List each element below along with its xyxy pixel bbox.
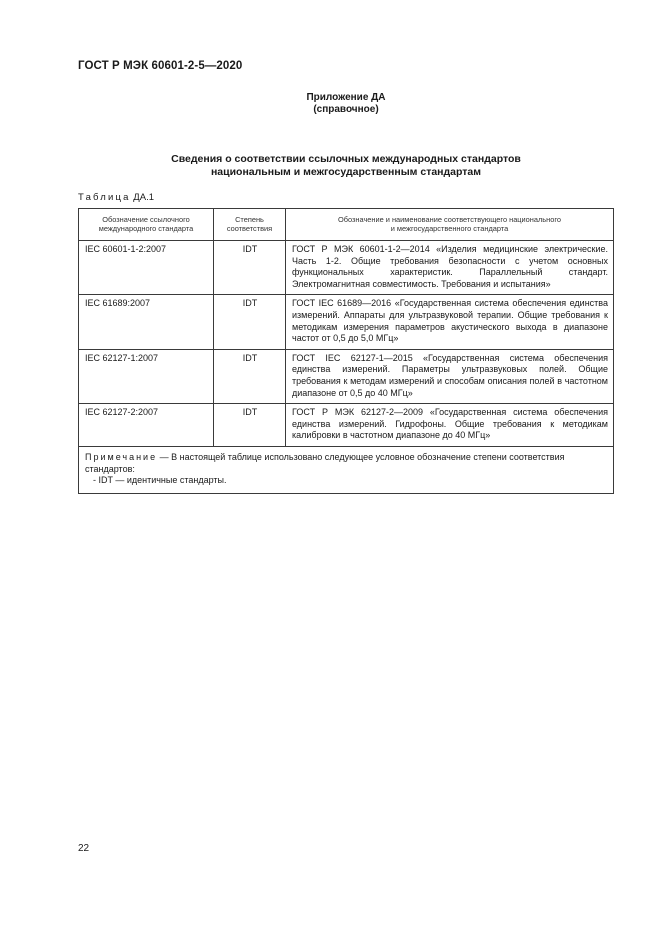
header-col2-line1: Степень: [235, 214, 264, 224]
cell-national-standard: ГОСТ IEC 61689—2016 «Государственная система обеспечения единства измерений. Аппараты для ультразвуковой терапии. Общие требования к методикам измерения параметров акустического выхода в диапазоне частот от 0,5 до 5,0 МГц»: [286, 295, 614, 349]
table-header-row: [79, 209, 614, 241]
note-item: - IDT — идентичные стандарты.: [93, 475, 227, 486]
header-national-standard: [286, 209, 614, 241]
header-degree: [214, 209, 286, 241]
cell-degree: IDT: [214, 295, 286, 349]
table-row: [79, 404, 614, 447]
note-label: Примечание: [85, 451, 158, 462]
note-text: — В настоящей таблице использовано следующее условное обозначение степени соответствия стандартов:: [85, 451, 565, 474]
header-col3-line1: Обозначение и наименование соответствующего национального: [338, 214, 561, 224]
header-col1-line2: международного стандарта: [98, 224, 194, 233]
cell-national-standard: ГОСТ IEC 62127-1—2015 «Государственная система обеспечения единства измерений. Параметры ультразвуковых полей. Общие требования к методам измерений и способам описания полей в частотном диапазоне от 0,5 до 40 МГц»: [286, 349, 614, 403]
correspondence-table: [78, 208, 614, 494]
appendix-heading: [0, 92, 661, 116]
section-title: [0, 153, 661, 179]
table-note-row: [79, 446, 614, 493]
appendix-subtitle: (справочное): [313, 104, 379, 115]
table-caption-number: ДА.1: [133, 192, 154, 203]
page-number: 22: [78, 843, 90, 854]
header-col2-line2: соответствия: [226, 224, 273, 233]
cell-degree: IDT: [214, 241, 286, 295]
cell-degree: IDT: [214, 349, 286, 403]
cell-degree: IDT: [214, 404, 286, 447]
header-col3-line2: и межгосударственного стандарта: [390, 224, 509, 233]
table-caption-label: Таблица: [78, 192, 131, 203]
section-title-line1: Сведения о соответствии ссылочных международных стандартов: [171, 153, 521, 165]
appendix-title: Приложение ДА: [306, 92, 386, 103]
cell-reference-standard: IEC 60601-1-2:2007: [79, 241, 214, 295]
table-row: [79, 295, 614, 349]
document-code: ГОСТ Р МЭК 60601-2-5—2020: [78, 60, 243, 72]
cell-national-standard: ГОСТ Р МЭК 60601-1-2—2014 «Изделия медицинские электрические. Часть 1-2. Общие требования безопасности с учетом основных функциональных характеристик. Параллельный стандарт. Электромагнитная совместимость. Требования и испытания»: [286, 241, 614, 295]
section-title-line2: национальным и межгосударственным стандартам: [210, 166, 482, 178]
cell-national-standard: ГОСТ Р МЭК 62127-2—2009 «Государственная система обеспечения единства измерений. Гидрофоны. Общие требования к методикам калибровки в частотном диапазоне до 40 МГц»: [286, 404, 614, 447]
table-row: [79, 241, 614, 295]
table-row: [79, 349, 614, 403]
cell-reference-standard: IEC 61689:2007: [79, 295, 214, 349]
header-col1-line1: Обозначение ссылочного: [102, 214, 190, 224]
table-caption: [78, 192, 154, 203]
cell-reference-standard: IEC 62127-1:2007: [79, 349, 214, 403]
cell-reference-standard: IEC 62127-2:2007: [79, 404, 214, 447]
header-international-standard: [79, 209, 214, 241]
table-note: [79, 446, 614, 493]
